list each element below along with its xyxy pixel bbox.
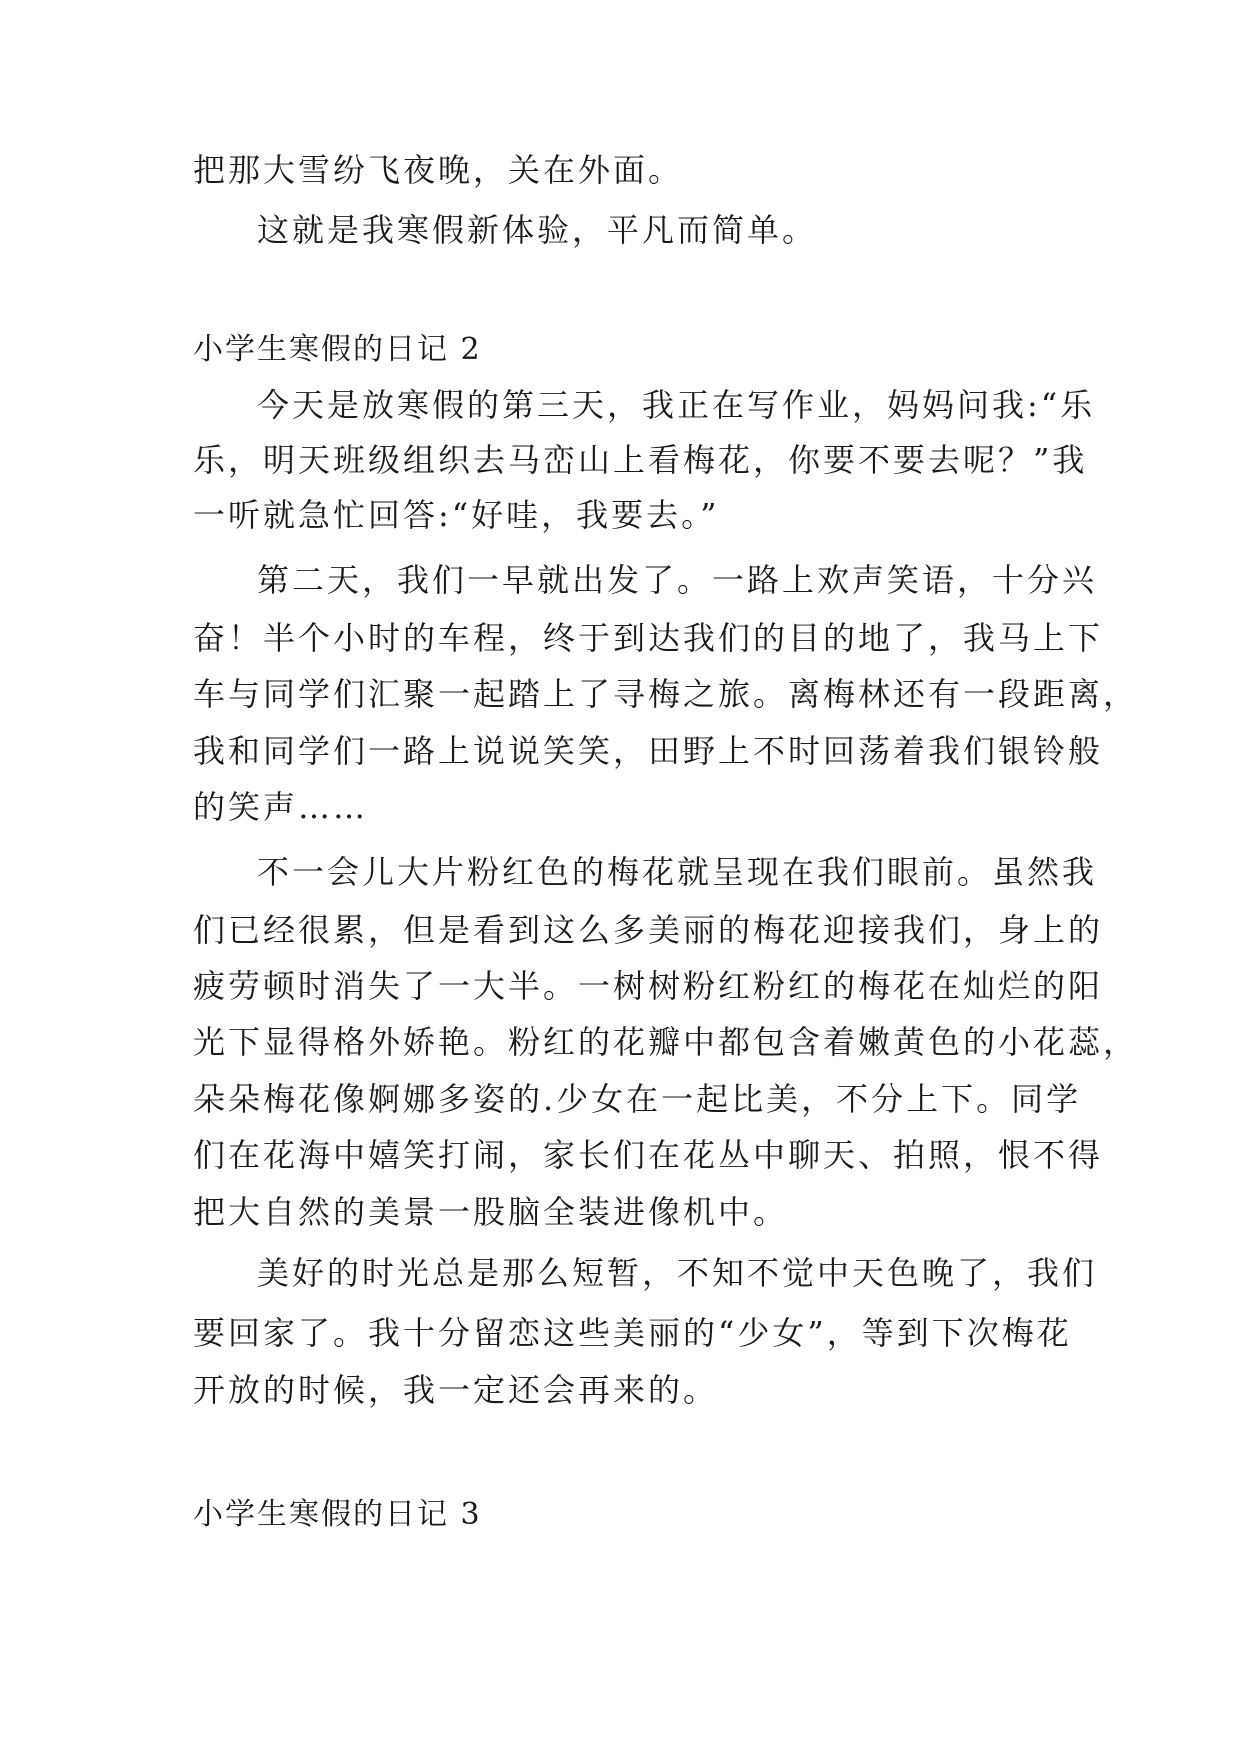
paragraph-2-line-2: 奋！半个小时的车程，终于到达我们的目的地了，我马上下 (193, 619, 1104, 657)
intro-line-2: 这就是我寒假新体验，平凡而简单。 (257, 211, 818, 249)
section-2-heading: 小学生寒假的日记 2 (193, 332, 482, 367)
paragraph-4-line-2: 要回家了。我十分留恋这些美丽的“少女”，等到下次梅花 (193, 1314, 1072, 1352)
paragraph-3-line-7: 把大自然的美景一股脑全装进像机中。 (193, 1193, 789, 1231)
paragraph-2-line-1: 第二天，我们一早就出发了。一路上欢声笑语，十分兴 (257, 561, 1098, 599)
paragraph-4-line-1: 美好的时光总是那么短暂，不知不觉中天色晚了，我们 (257, 1254, 1098, 1292)
paragraph-3-line-3: 疲劳顿时消失了一大半。一树树粉红粉红的梅花在灿烂的阳 (193, 967, 1104, 1005)
paragraph-2-line-5: 的笑声…… (193, 788, 369, 826)
paragraph-4-line-3: 开放的时候，我一定还会再来的。 (193, 1371, 719, 1409)
paragraph-3-line-1: 不一会儿大片粉红色的梅花就呈现在我们眼前。虽然我 (257, 853, 1098, 891)
paragraph-3-line-2: 们已经很累，但是看到这么多美丽的梅花迎接我们，身上的 (193, 911, 1104, 949)
paragraph-3-line-6: 们在花海中嬉笑打闹，家长们在花丛中聊天、拍照，恨不得 (193, 1136, 1104, 1174)
section-3-heading: 小学生寒假的日记 3 (193, 1497, 482, 1532)
paragraph-2-line-3: 车与同学们汇聚一起踏上了寻梅之旅。离梅林还有一段距离， (193, 675, 1139, 713)
paragraph-2-line-4: 我和同学们一路上说说笑笑，田野上不时回荡着我们银铃般 (193, 732, 1104, 770)
paragraph-1-line-3: 一听就急忙回答:“好哇，我要去。” (193, 496, 720, 534)
paragraph-1-line-2: 乐，明天班级组织去马峦山上看梅花，你要不要去呢？”我 (193, 441, 1088, 479)
intro-line-1: 把那大雪纷飞夜晚，关在外面。 (193, 151, 684, 189)
paragraph-3-line-4: 光下显得格外娇艳。粉红的花瓣中都包含着嫩黄色的小花蕊， (193, 1023, 1139, 1061)
paragraph-3-line-5: 朵朵梅花像婀娜多姿的.少女在一起比美，不分上下。同学 (193, 1080, 1082, 1118)
paragraph-1-line-1: 今天是放寒假的第三天，我正在写作业，妈妈问我:“乐 (257, 386, 1096, 424)
